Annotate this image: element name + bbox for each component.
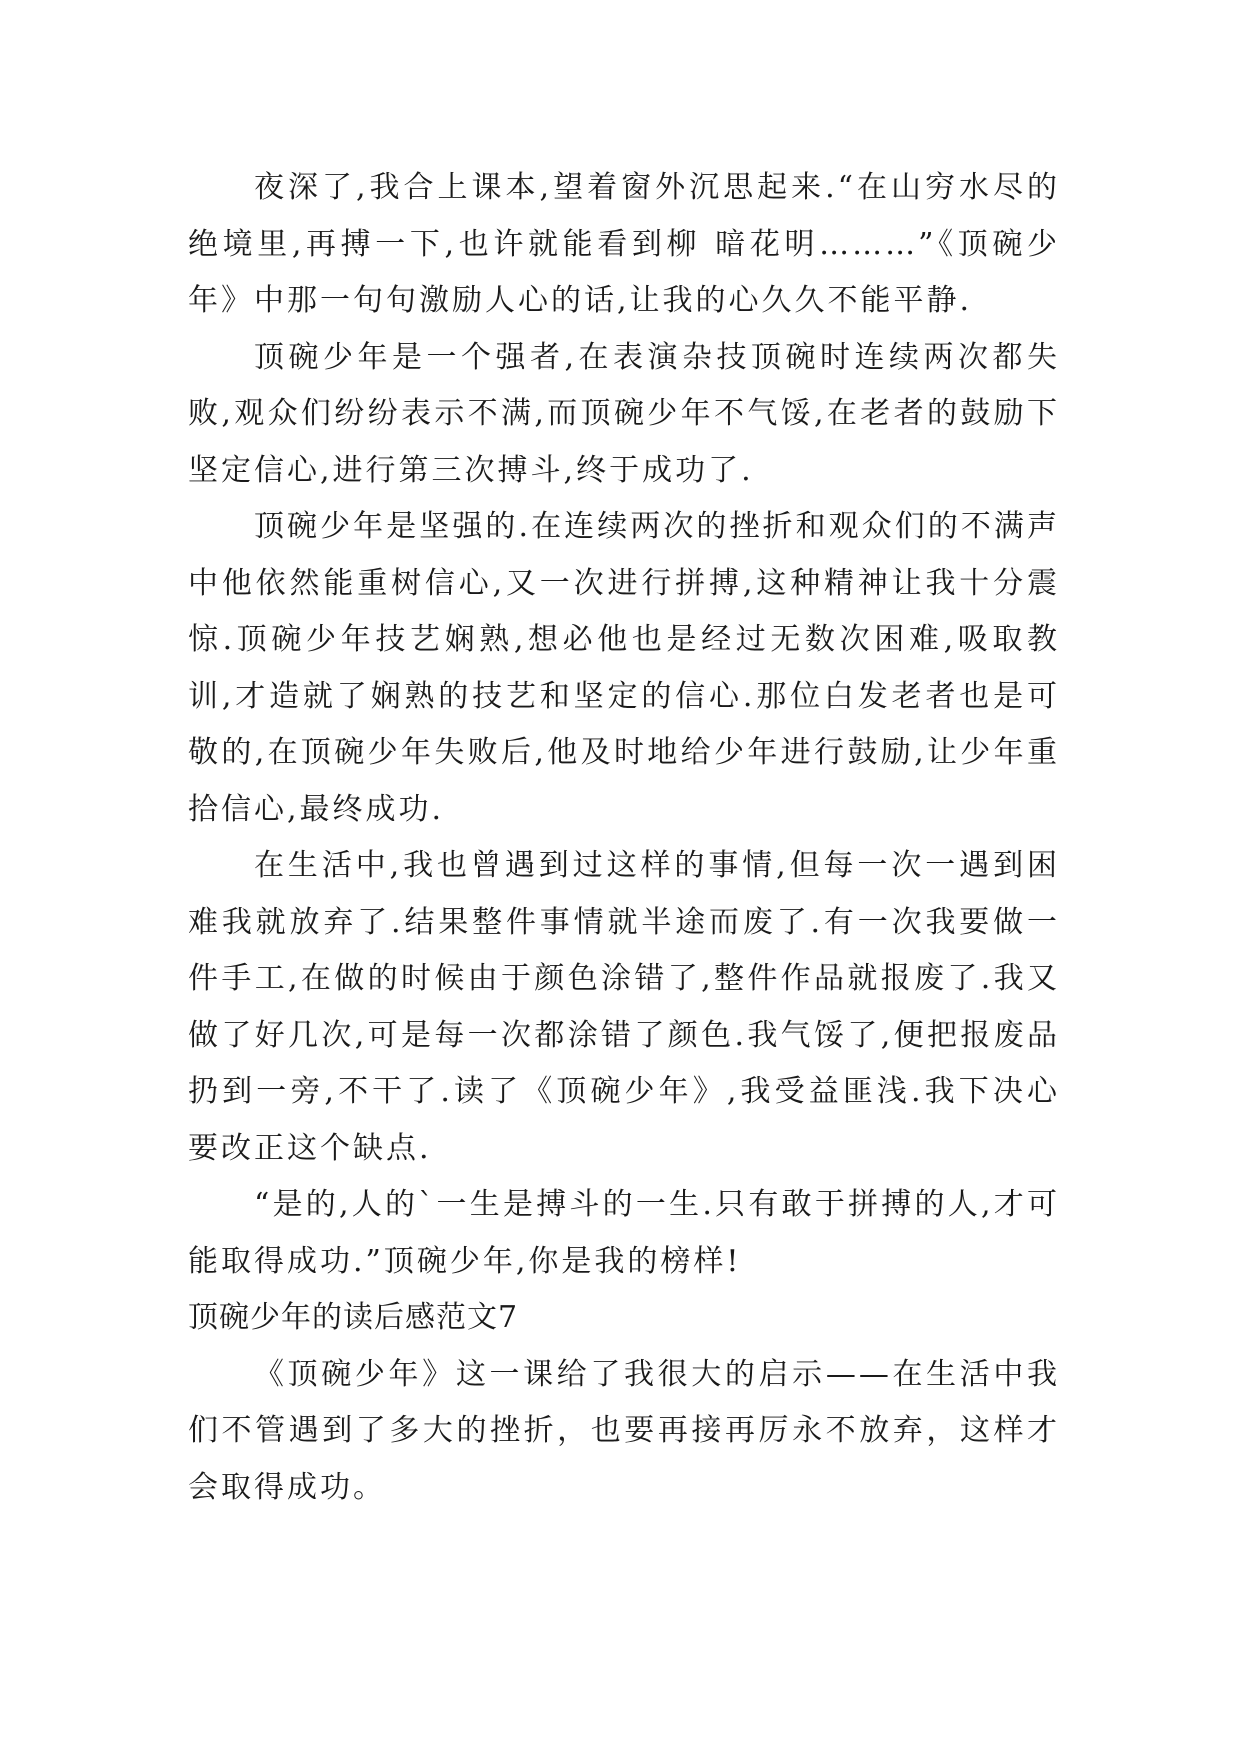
paragraph: 夜深了,我合上课本,望着窗外沉思起来.“在山穷水尽的绝境里,再搏一下,也许就能看到柳 暗花明………”《顶碗少年》中那一句句激励人心的话,让我的心久久不能平静.	[188, 170, 1060, 318]
paragraph: 在生活中,我也曾遇到过这样的事情,但每一次一遇到困难我就放弃了.结果整件事情就半途而废了.有一次我要做一件手工,在做的时候由于颜色涂错了,整件作品就报废了.我又做了好几次,可是每一次都涂错了颜色.我气馁了,便把报废品扔到一旁,不干了.读了《顶碗少年》,我受益匪浅.我下决心要改正这个缺点.	[188, 848, 1060, 1166]
paragraph: 顶碗少年是一个强者,在表演杂技顶碗时连续两次都失败,观众们纷纷表示不满,而顶碗少年不气馁,在老者的鼓励下坚定信心,进行第三次搏斗,终于成功了.	[188, 339, 1060, 488]
section-heading: 顶碗少年的读后感范文7	[188, 1300, 519, 1335]
paragraph: “是的,人的`一生是搏斗的一生.只有敢于拼搏的人,才可能取得成功.”顶碗少年,你是我的榜样!	[188, 1187, 1060, 1279]
paragraph: 《顶碗少年》这一课给了我很大的启示——在生活中我们不管遇到了多大的挫折，也要再接再厉永不放弃，这样才会取得成功。	[188, 1356, 1060, 1505]
paragraph: 顶碗少年是坚强的.在连续两次的挫折和观众们的不满声中他依然能重树信心,又一次进行拼搏,这种精神让我十分震惊.顶碗少年技艺娴熟,想必他也是经过无数次困难,吸取教训,才造就了娴熟的技艺和坚定的信心.那位白发老者也是可敬的,在顶碗少年失败后,他及时地给少年进行鼓励,让少年重拾信心,最终成功.	[188, 509, 1060, 827]
document-body	[188, 160, 1060, 1516]
